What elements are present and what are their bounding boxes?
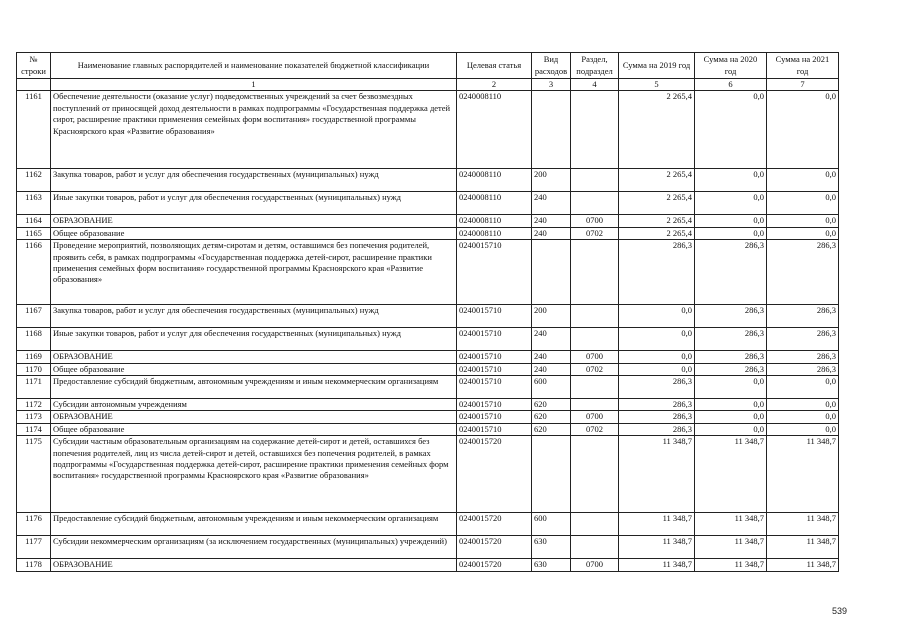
row-sum-2020: 0,0 xyxy=(695,399,767,411)
row-expense-type: 200 xyxy=(532,169,571,192)
row-sum-2021: 0,0 xyxy=(767,91,839,169)
row-sum-2020: 11 348,7 xyxy=(695,513,767,536)
table-row xyxy=(17,328,839,351)
row-name: Субсидии некоммерческим организациям (за исключением государственных (муниципальных) учреждений) xyxy=(51,536,457,559)
row-number: 1161 xyxy=(17,91,51,169)
table-row xyxy=(17,513,839,536)
column-number: 1 xyxy=(51,79,457,91)
table-row xyxy=(17,436,839,513)
row-section xyxy=(571,305,619,328)
column-number-blank xyxy=(17,79,51,91)
row-name: Иные закупки товаров, работ и услуг для обеспечения государственных (муниципальных) нужд xyxy=(51,328,457,351)
row-section: 0700 xyxy=(571,215,619,227)
row-target-article: 0240015710 xyxy=(457,411,532,423)
row-name: Предоставление субсидий бюджетным, автономным учреждениям и иным некоммерческим организациям xyxy=(51,513,457,536)
row-number: 1162 xyxy=(17,169,51,192)
row-name: Субсидии автономным учреждениям xyxy=(51,399,457,411)
header-name: Наименование главных распорядителей и наименование показателей бюджетной классификации xyxy=(51,53,457,79)
row-expense-type: 630 xyxy=(532,559,571,571)
row-sum-2021: 0,0 xyxy=(767,227,839,239)
column-number: 7 xyxy=(767,79,839,91)
row-number: 1178 xyxy=(17,559,51,571)
table-body xyxy=(17,91,839,571)
row-target-article: 0240015720 xyxy=(457,513,532,536)
row-sum-2019: 2 265,4 xyxy=(619,169,695,192)
row-number: 1165 xyxy=(17,227,51,239)
header-sum-2021: Сумма на 2021 год xyxy=(767,53,839,79)
row-sum-2019: 286,3 xyxy=(619,423,695,435)
table-row xyxy=(17,215,839,227)
table-row xyxy=(17,559,839,571)
row-target-article: 0240015710 xyxy=(457,376,532,399)
row-sum-2021: 11 348,7 xyxy=(767,513,839,536)
column-number: 2 xyxy=(457,79,532,91)
row-sum-2020: 0,0 xyxy=(695,411,767,423)
table-row xyxy=(17,536,839,559)
row-target-article: 0240015720 xyxy=(457,536,532,559)
row-name: ОБРАЗОВАНИЕ xyxy=(51,351,457,363)
row-number: 1169 xyxy=(17,351,51,363)
row-sum-2021: 286,3 xyxy=(767,351,839,363)
row-number: 1168 xyxy=(17,328,51,351)
header-sum-2020: Сумма на 2020 год xyxy=(695,53,767,79)
header-sum-2019: Сумма на 2019 год xyxy=(619,53,695,79)
row-expense-type: 200 xyxy=(532,305,571,328)
row-sum-2021: 0,0 xyxy=(767,411,839,423)
row-number: 1171 xyxy=(17,376,51,399)
row-number: 1164 xyxy=(17,215,51,227)
row-section xyxy=(571,240,619,305)
row-target-article: 0240015720 xyxy=(457,436,532,513)
row-number: 1172 xyxy=(17,399,51,411)
row-number: 1166 xyxy=(17,240,51,305)
row-name: Обеспечение деятельности (оказание услуг) подведомственных учреждений за счет безвозмездных поступлений от приносящей доход деятельности в рамках подпрограммы «Государственная поддержка детей сирот, расширение практики применения семейных форм воспитания» государственной программы Красноярского края «Развитие образования» xyxy=(51,91,457,169)
row-sum-2021: 0,0 xyxy=(767,215,839,227)
header-expense-type: Вид расходов xyxy=(532,53,571,79)
row-name: Общее образование xyxy=(51,423,457,435)
row-number: 1167 xyxy=(17,305,51,328)
row-number: 1163 xyxy=(17,192,51,215)
table-row xyxy=(17,351,839,363)
row-expense-type: 620 xyxy=(532,399,571,411)
row-expense-type: 240 xyxy=(532,215,571,227)
row-sum-2019: 2 265,4 xyxy=(619,192,695,215)
row-sum-2019: 0,0 xyxy=(619,328,695,351)
row-sum-2019: 286,3 xyxy=(619,399,695,411)
row-name: Иные закупки товаров, работ и услуг для обеспечения государственных (муниципальных) нужд xyxy=(51,192,457,215)
row-sum-2019: 286,3 xyxy=(619,376,695,399)
row-target-article: 0240015710 xyxy=(457,363,532,375)
row-sum-2021: 286,3 xyxy=(767,328,839,351)
column-number-row xyxy=(17,79,839,91)
row-sum-2021: 0,0 xyxy=(767,192,839,215)
row-expense-type xyxy=(532,91,571,169)
row-target-article: 0240008110 xyxy=(457,227,532,239)
row-section: 0702 xyxy=(571,363,619,375)
row-sum-2020: 11 348,7 xyxy=(695,559,767,571)
row-sum-2021: 0,0 xyxy=(767,399,839,411)
row-target-article: 0240015710 xyxy=(457,399,532,411)
column-number: 4 xyxy=(571,79,619,91)
row-expense-type: 240 xyxy=(532,192,571,215)
row-number: 1173 xyxy=(17,411,51,423)
table-row xyxy=(17,169,839,192)
row-sum-2019: 11 348,7 xyxy=(619,536,695,559)
row-name: Предоставление субсидий бюджетным, автономным учреждениям и иным некоммерческим организациям xyxy=(51,376,457,399)
row-section xyxy=(571,513,619,536)
row-name: Закупка товаров, работ и услуг для обеспечения государственных (муниципальных) нужд xyxy=(51,305,457,328)
row-sum-2020: 286,3 xyxy=(695,305,767,328)
row-sum-2021: 11 348,7 xyxy=(767,436,839,513)
row-target-article: 0240015710 xyxy=(457,328,532,351)
row-sum-2020: 0,0 xyxy=(695,91,767,169)
row-expense-type: 600 xyxy=(532,376,571,399)
row-sum-2019: 0,0 xyxy=(619,363,695,375)
budget-table xyxy=(16,52,839,572)
page-number: 539 xyxy=(832,606,848,616)
row-sum-2020: 11 348,7 xyxy=(695,436,767,513)
column-number: 6 xyxy=(695,79,767,91)
row-sum-2021: 0,0 xyxy=(767,423,839,435)
row-target-article: 0240015710 xyxy=(457,351,532,363)
row-number: 1170 xyxy=(17,363,51,375)
row-expense-type: 620 xyxy=(532,423,571,435)
row-name: Общее образование xyxy=(51,363,457,375)
row-expense-type xyxy=(532,436,571,513)
table-row xyxy=(17,91,839,169)
table-row xyxy=(17,411,839,423)
row-number: 1174 xyxy=(17,423,51,435)
row-section xyxy=(571,91,619,169)
table-row xyxy=(17,376,839,399)
row-section: 0700 xyxy=(571,351,619,363)
row-number: 1177 xyxy=(17,536,51,559)
row-sum-2019: 286,3 xyxy=(619,411,695,423)
row-expense-type: 240 xyxy=(532,363,571,375)
row-sum-2021: 0,0 xyxy=(767,376,839,399)
row-section: 0700 xyxy=(571,411,619,423)
row-section xyxy=(571,436,619,513)
row-sum-2019: 2 265,4 xyxy=(619,91,695,169)
row-expense-type: 600 xyxy=(532,513,571,536)
table-row xyxy=(17,227,839,239)
header-section: Раздел, подраздел xyxy=(571,53,619,79)
row-sum-2020: 286,3 xyxy=(695,328,767,351)
row-section: 0702 xyxy=(571,423,619,435)
table-row xyxy=(17,399,839,411)
row-sum-2021: 286,3 xyxy=(767,305,839,328)
row-sum-2020: 286,3 xyxy=(695,240,767,305)
row-sum-2019: 2 265,4 xyxy=(619,227,695,239)
row-section: 0700 xyxy=(571,559,619,571)
row-expense-type: 240 xyxy=(532,227,571,239)
row-sum-2019: 11 348,7 xyxy=(619,436,695,513)
row-name: Закупка товаров, работ и услуг для обеспечения государственных (муниципальных) нужд xyxy=(51,169,457,192)
row-number: 1176 xyxy=(17,513,51,536)
table-row xyxy=(17,423,839,435)
header-target-article: Целевая статья xyxy=(457,53,532,79)
row-section xyxy=(571,192,619,215)
row-sum-2019: 11 348,7 xyxy=(619,513,695,536)
row-target-article: 0240008110 xyxy=(457,91,532,169)
row-number: 1175 xyxy=(17,436,51,513)
row-target-article: 0240008110 xyxy=(457,215,532,227)
row-expense-type: 240 xyxy=(532,351,571,363)
row-section xyxy=(571,328,619,351)
row-section: 0702 xyxy=(571,227,619,239)
row-expense-type: 240 xyxy=(532,328,571,351)
row-section xyxy=(571,399,619,411)
row-sum-2019: 0,0 xyxy=(619,305,695,328)
row-sum-2021: 286,3 xyxy=(767,363,839,375)
row-expense-type: 630 xyxy=(532,536,571,559)
row-target-article: 0240008110 xyxy=(457,192,532,215)
row-sum-2020: 0,0 xyxy=(695,227,767,239)
row-sum-2021: 0,0 xyxy=(767,169,839,192)
row-name: ОБРАЗОВАНИЕ xyxy=(51,215,457,227)
column-number: 3 xyxy=(532,79,571,91)
table-row xyxy=(17,305,839,328)
row-sum-2021: 11 348,7 xyxy=(767,559,839,571)
row-sum-2020: 286,3 xyxy=(695,363,767,375)
row-sum-2019: 11 348,7 xyxy=(619,559,695,571)
row-section xyxy=(571,376,619,399)
row-target-article: 0240015710 xyxy=(457,240,532,305)
table-row xyxy=(17,192,839,215)
row-name: Проведение мероприятий, позволяющих детям-сиротам и детям, оставшимся без попечения родителей, проявить себя, в рамках подпрограммы «Государственная поддержка детей-сирот, расширение практики применения семейных форм воспитания» государственной программы Красноярского края «Развитие образования» xyxy=(51,240,457,305)
row-sum-2020: 0,0 xyxy=(695,169,767,192)
row-section xyxy=(571,536,619,559)
row-name: Общее образование xyxy=(51,227,457,239)
row-sum-2019: 0,0 xyxy=(619,351,695,363)
row-target-article: 0240015720 xyxy=(457,559,532,571)
row-target-article: 0240015710 xyxy=(457,305,532,328)
row-target-article: 0240008110 xyxy=(457,169,532,192)
row-sum-2020: 0,0 xyxy=(695,376,767,399)
table-row xyxy=(17,240,839,305)
row-target-article: 0240015710 xyxy=(457,423,532,435)
row-expense-type xyxy=(532,240,571,305)
row-sum-2020: 11 348,7 xyxy=(695,536,767,559)
table-row xyxy=(17,363,839,375)
row-sum-2019: 2 265,4 xyxy=(619,215,695,227)
row-sum-2021: 11 348,7 xyxy=(767,536,839,559)
row-sum-2020: 286,3 xyxy=(695,351,767,363)
row-sum-2020: 0,0 xyxy=(695,192,767,215)
header-row-no: № строки xyxy=(17,53,51,79)
column-number: 5 xyxy=(619,79,695,91)
row-name: ОБРАЗОВАНИЕ xyxy=(51,559,457,571)
row-section xyxy=(571,169,619,192)
row-sum-2020: 0,0 xyxy=(695,423,767,435)
header-row xyxy=(17,53,839,79)
row-sum-2020: 0,0 xyxy=(695,215,767,227)
row-name: Субсидии частным образовательным организациям на содержание детей-сирот и детей, оставшихся без попечения родителей, лиц из числа детей-сирот и детей, оставшихся без попечения родителей, в рамках подпрограммы «Государственная поддержка детей-сирот, расширение практики применения семейных форм воспитания» государственной программы Красноярского края «Развитие образования» xyxy=(51,436,457,513)
row-name: ОБРАЗОВАНИЕ xyxy=(51,411,457,423)
row-sum-2021: 286,3 xyxy=(767,240,839,305)
row-sum-2019: 286,3 xyxy=(619,240,695,305)
row-expense-type: 620 xyxy=(532,411,571,423)
